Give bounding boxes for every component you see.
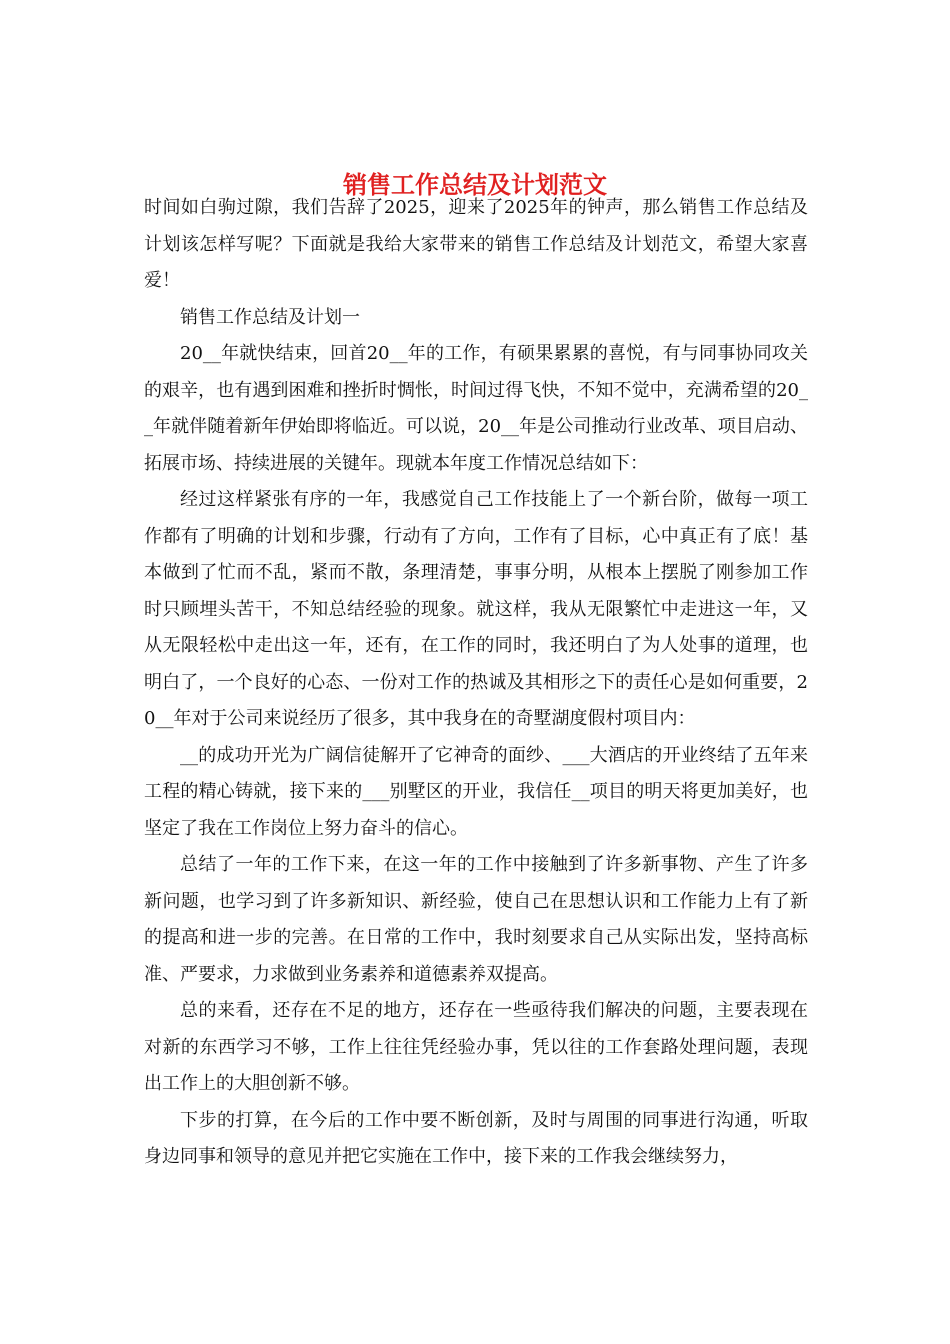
body-paragraph: 总的来看，还存在不足的地方，还存在一些亟待我们解决的问题，主要表现在对新的东西学习不够，工作上往往凭经验办事，凭以往的工作套路处理问题，表现出工作上的大胆创新不够。 bbox=[144, 1000, 808, 1094]
intro-paragraph: 时间如白驹过隙，我们告辞了2025，迎来了2025年的钟声，那么销售工作总结及计划该怎样写呢？下面就是我给大家带来的销售工作总结及计划范文，希望大家喜爱！ bbox=[144, 197, 808, 291]
page-title: 销售工作总结及计划范文 bbox=[343, 171, 607, 200]
document-body bbox=[144, 190, 808, 1176]
body-paragraph: 下步的打算，在今后的工作中要不断创新，及时与周围的同事进行沟通，听取身边同事和领导的意见并把它实施在工作中，接下来的工作我会继续努力， bbox=[144, 1109, 808, 1167]
body-paragraph: 20__年就快结束，回首20__年的工作，有硕果累累的喜悦，有与同事协同攻关的艰辛，也有遇到困难和挫折时惆怅，时间过得飞快，不知不觉中，充满希望的20__年就伴随着新年伊始即将临近。可以说，20__年是公司推动行业改革、项目启动、拓展市场、持续进展的关键年。现就本年度工作情况总结如下： bbox=[144, 343, 808, 474]
section-heading: 销售工作总结及计划一 bbox=[180, 306, 360, 328]
body-paragraph: __的成功开光为广阔信徒解开了它神奇的面纱、___大酒店的开业终结了五年来工程的精心铸就，接下来的___别墅区的开业，我信任__项目的明天将更加美好，也坚定了我在工作岗位上努力奋斗的信心。 bbox=[144, 744, 808, 839]
body-paragraph: 总结了一年的工作下来，在这一年的工作中接触到了许多新事物、产生了许多新问题，也学习到了许多新知识、新经验，使自己在思想认识和工作能力上有了新的提高和进一步的完善。在日常的工作中，我时刻要求自己从实际出发，坚持高标准、严要求，力求做到业务素养和道德素养双提高。 bbox=[144, 854, 808, 985]
body-paragraph: 经过这样紧张有序的一年，我感觉自己工作技能上了一个新台阶，做每一项工作都有了明确的计划和步骤，行动有了方向，工作有了目标，心中真正有了底！基本做到了忙而不乱，紧而不散，条理清楚，事事分明，从根本上摆脱了刚参加工作时只顾埋头苦干，不知总结经验的现象。就这样，我从无限繁忙中走进这一年，又从无限轻松中走出这一年，还有，在工作的同时，我还明白了为人处事的道理，也明白了，一个良好的心态、一份对工作的热诚及其相形之下的责任心是如何重要，20__年对于公司来说经历了很多，其中我身在的奇墅湖度假村项目内： bbox=[144, 489, 808, 729]
